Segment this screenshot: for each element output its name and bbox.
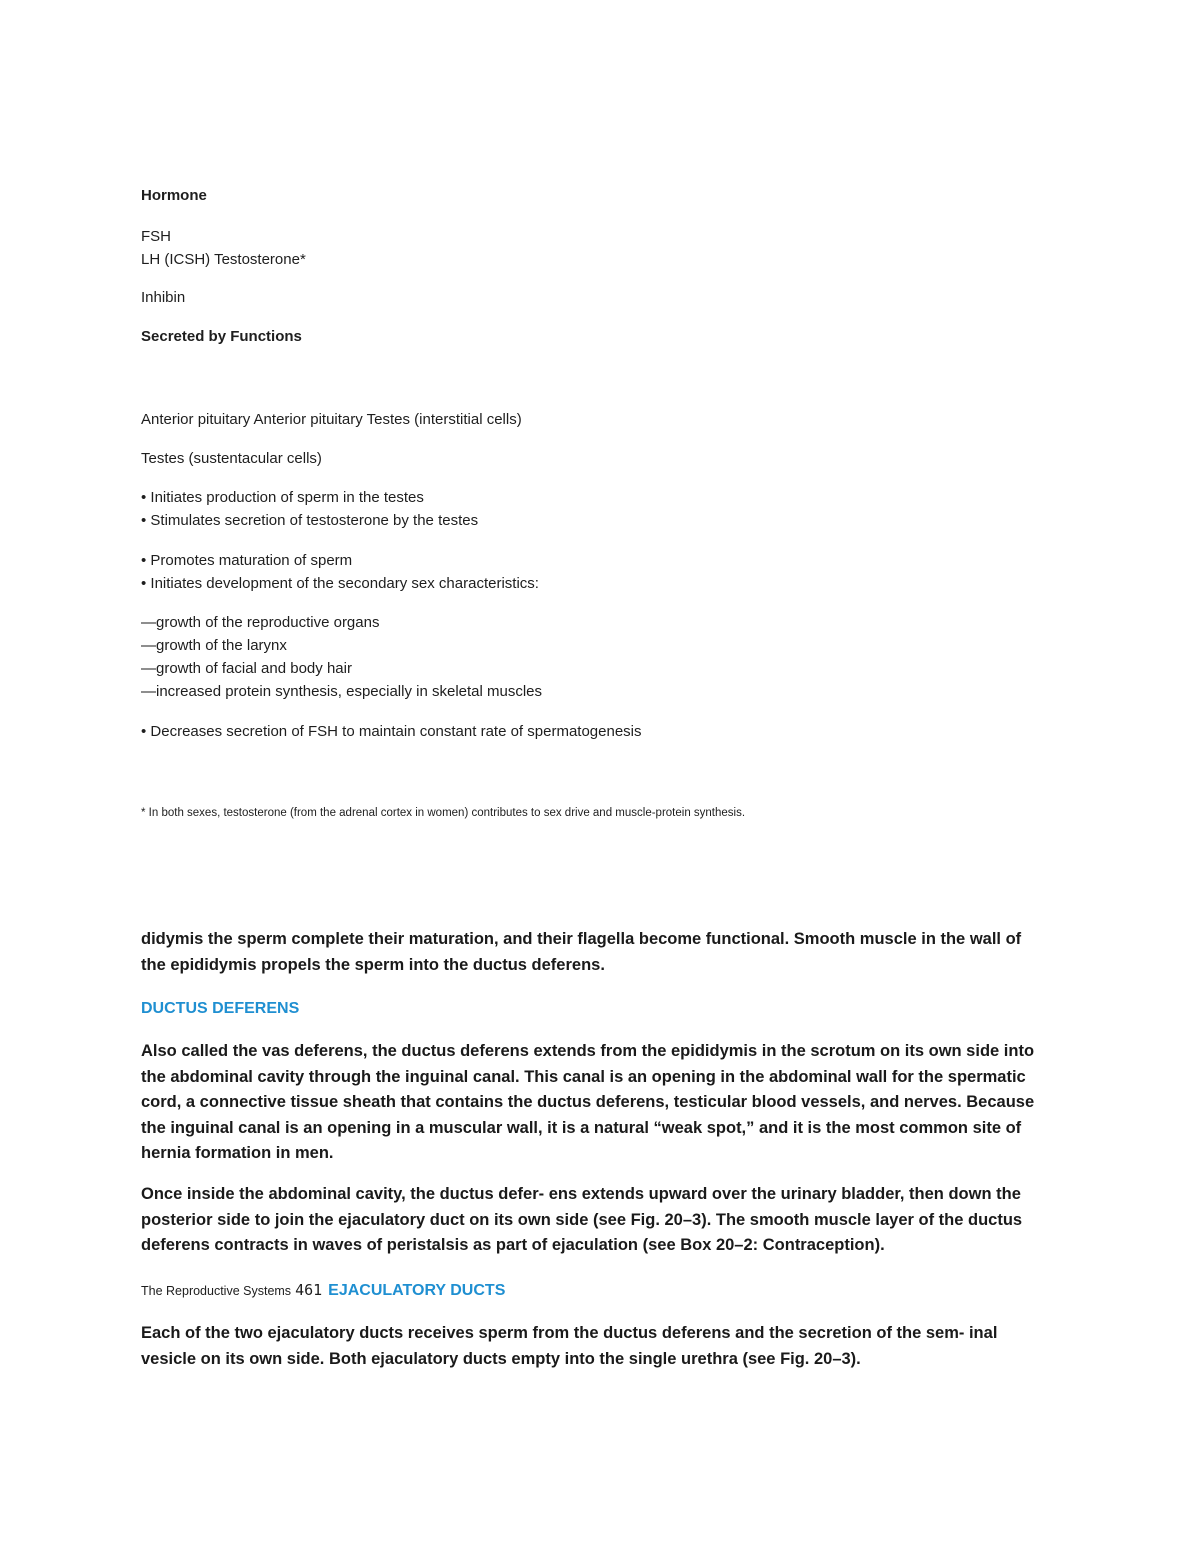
paragraph-line: the abdominal cavity through the inguinal canal. This canal is an opening in the abdominal wall for the spermatic: [141, 1067, 1026, 1086]
running-title: The Reproductive Systems: [141, 1284, 292, 1298]
secreted-by-row: Anterior pituitary Anterior pituitary Testes (interstitial cells): [141, 411, 522, 428]
paragraph-line: didymis the sperm complete their maturation, and their flagella become functional. Smooth muscle in the wall of: [141, 930, 1022, 948]
paragraph-line: posterior side to join the ejaculatory duct on its own side (see Fig. 20–3). The smooth muscle layer of the ductus: [141, 1210, 1023, 1229]
paragraph-line: Once inside the abdominal cavity, the ductus defer- ens extends upward over the urinary bladder, then down the: [141, 1185, 1021, 1203]
function-item: • Promotes maturation of sperm: [141, 552, 353, 569]
page-number: 461: [295, 1281, 323, 1299]
table-footnote: * In both sexes, testosterone (from the adrenal cortex in women) contributes to sex drive and muscle-protein synthesis.: [141, 807, 746, 819]
paragraph-ductus-deferens: [141, 1039, 1034, 1167]
hormone-heading: Hormone: [141, 187, 207, 204]
function-subitem: —growth of facial and body hair: [141, 660, 352, 677]
hormone-inhibin: Inhibin: [141, 289, 186, 306]
paragraph-line: the inguinal canal is an opening in a muscular wall, it is a natural “weak spot,” and it is the most common site of: [141, 1118, 1022, 1137]
paragraph-line: cord, a connective tissue sheath that contains the ductus deferens, testicular blood vessels, and nerves. Because: [141, 1093, 1035, 1111]
testes-sustentacular: Testes (sustentacular cells): [141, 450, 322, 467]
paragraph-line: hernia formation in men.: [141, 1144, 334, 1162]
function-item: • Initiates development of the secondary sex characteristics:: [141, 575, 539, 592]
hormone-lh-testosterone: LH (ICSH) Testosterone*: [141, 251, 306, 268]
section-heading-ejaculatory-ducts: EJACULATORY DUCTS: [328, 1282, 506, 1299]
function-item: • Initiates production of sperm in the testes: [141, 489, 424, 506]
running-header-line: [141, 1280, 505, 1301]
paragraph-ejaculatory-ducts: [141, 1321, 997, 1372]
paragraph-line: Also called the vas deferens, the ductus deferens extends from the epididymis in the scrotum on its own side into: [141, 1042, 1035, 1060]
function-subitem: —increased protein synthesis, especially in skeletal muscles: [141, 683, 543, 700]
paragraph-line: the epididymis propels the sperm into the ductus deferens.: [141, 955, 605, 974]
paragraph-line: deferens contracts in waves of peristalsis as part of ejaculation (see Box 20–2: Contraception).: [141, 1236, 885, 1254]
paragraph-line: vesicle on its own side. Both ejaculatory ducts empty into the single urethra (see Fig. 20–3).: [141, 1349, 861, 1368]
function-subitem: —growth of the larynx: [141, 637, 287, 654]
paragraph-epididymis: [141, 927, 1021, 978]
section-heading-ductus-deferens: DUCTUS DEFERENS: [141, 1000, 300, 1017]
function-subitem: —growth of the reproductive organs: [141, 614, 380, 631]
hormone-fsh: FSH: [141, 228, 171, 245]
paragraph-line: Each of the two ejaculatory ducts receives sperm from the ductus deferens and the secretion of the sem- inal: [141, 1324, 998, 1342]
function-item: • Stimulates secretion of testosterone by the testes: [141, 512, 479, 529]
function-item: • Decreases secretion of FSH to maintain constant rate of spermatogenesis: [141, 723, 642, 740]
secreted-functions-heading: Secreted by Functions: [141, 328, 302, 345]
paragraph-abdominal-cavity: [141, 1182, 1022, 1259]
